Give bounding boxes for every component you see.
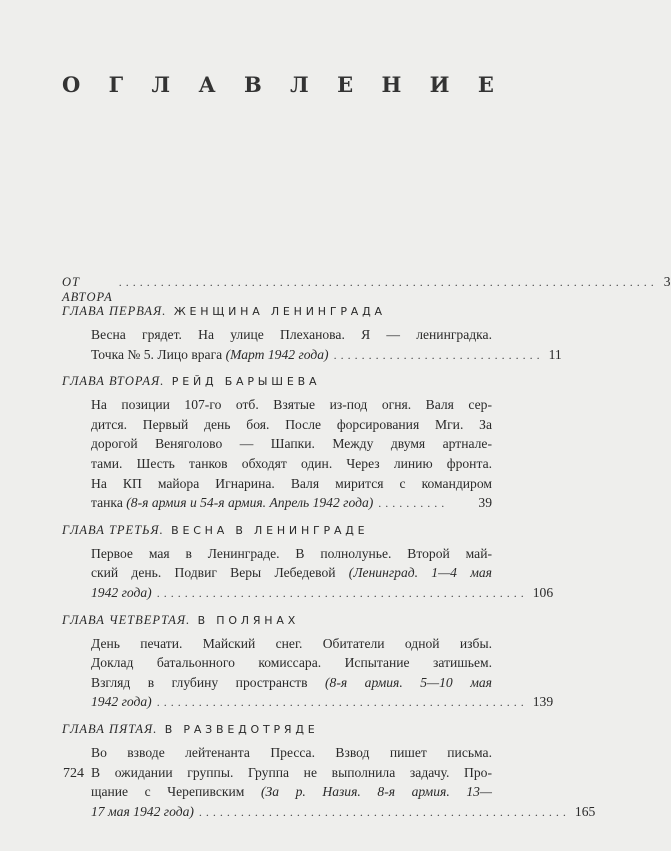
entry-label: ОТ АВТОРА (62, 275, 113, 304)
summary-line: тами. Шесть танков обходят один. Через линию фронта. (91, 455, 492, 471)
summary-line: Весна грядет. На улице Плеханова. Я — ленинградка. (91, 327, 492, 342)
chapter-heading (62, 522, 492, 544)
chapter-title: ВЕСНА В ЛЕНИНГРАДЕ (171, 523, 369, 537)
summary-last-line (91, 802, 596, 822)
summary-text: ский день. Подвиг Веры Лебедевой (91, 565, 336, 581)
chapter-title: В ПОЛЯНАХ (197, 613, 300, 627)
title-letter: Н (381, 72, 402, 97)
chapter-title: ЖЕНЩИНА ЛЕНИНГРАДА (173, 305, 386, 318)
summary-line: Во взводе лейтенанта Пресса. Взвод пишет письма. (91, 744, 492, 760)
summary-text: Взгляд в глубину пространств (91, 674, 308, 690)
summary-line: дорогой Веняголово — Шапки. Между двумя артнале- (91, 436, 492, 452)
chapter-page-number: 165 (574, 803, 596, 819)
toc-entry-author[interactable] (62, 274, 671, 304)
summary-line: дится. Первый день боя. После форсирования Мги. За (91, 416, 492, 432)
title-letter: А (198, 72, 216, 97)
leader-dots: .......... (378, 496, 449, 511)
summary-line (91, 673, 492, 693)
title-letter: Л (151, 72, 171, 97)
leader-dots: ............................................................................. (118, 275, 658, 289)
summary-date: 1942 года) (91, 694, 152, 710)
chapter-title: В РАЗВЕДОТРЯДЕ (164, 722, 319, 736)
toc-chapter[interactable] (62, 373, 492, 513)
summary-line (91, 563, 492, 583)
summary-text: щание с Черепивским (91, 784, 245, 800)
chapter-page-number: 39 (478, 495, 492, 511)
summary-text: танка (91, 495, 123, 511)
toc-chapter[interactable] (62, 721, 596, 821)
chapter-label: ГЛАВА ПЯТАЯ. (62, 721, 158, 736)
summary-last-line (91, 345, 562, 365)
title-letter: Л (290, 72, 309, 97)
leader-dots: ..................................................... (156, 585, 528, 600)
summary-date: (Ленинград. 1—4 мая (348, 565, 492, 581)
chapter-title: РЕЙД БАРЫШЕВА (171, 375, 321, 389)
summary-text: Точка № 5. Лицо врага (91, 346, 223, 362)
page-title (62, 72, 494, 97)
page-number: 724 (63, 766, 84, 781)
chapter-heading (62, 373, 492, 395)
chapter-summary (91, 743, 596, 821)
summary-line: На КП майора Игнарина. Валя мирится с командиром (91, 475, 492, 491)
toc-chapter[interactable] (62, 303, 562, 364)
summary-line: На позиции 107-го отб. Взятые из-под огня. Валя сер- (91, 397, 492, 413)
summary-date: 1942 года) (91, 584, 152, 600)
title-letter: О (62, 72, 81, 97)
summary-date: (За р. Назия. 8-я армия. 13— (260, 784, 492, 800)
chapter-summary (91, 325, 562, 364)
chapter-heading (62, 721, 492, 743)
chapter-label: ГЛАВА ТРЕТЬЯ. (62, 522, 164, 537)
title-letter: И (429, 72, 450, 97)
title-letter: Г (108, 72, 124, 97)
summary-line (91, 782, 492, 802)
chapter-heading (62, 303, 492, 325)
summary-line: День печати. Майский снег. Обитатели одной избы. (91, 635, 492, 651)
summary-date: (8-я армия. 5—10 мая (325, 674, 492, 690)
chapter-page-number: 11 (548, 346, 562, 362)
summary-date: 17 мая 1942 года) (91, 803, 194, 819)
chapter-label: ГЛАВА ВТОРАЯ. (62, 374, 165, 389)
chapter-summary (91, 395, 492, 513)
chapter-label: ГЛАВА ЧЕТВЕРТАЯ. (62, 612, 191, 627)
summary-line: В ожидании группы. Группа не выполнила задачу. Про- (91, 764, 492, 780)
chapter-page-number: 106 (532, 584, 554, 600)
leader-dots: ..................................................... (198, 804, 570, 819)
summary-line: Доклад батальонного комиссара. Испытание затишьем. (91, 655, 492, 671)
entry-page-number: 3 (663, 274, 671, 289)
leader-dots: ..................................................... (156, 695, 528, 710)
chapter-page-number: 139 (532, 694, 554, 710)
summary-last-line (91, 692, 554, 712)
leader-dots: .............................. (333, 347, 544, 362)
title-letter: Е (477, 72, 494, 97)
summary-line: Первое мая в Ленинграде. В полнолунье. Второй май- (91, 545, 492, 561)
summary-last-line (91, 583, 554, 603)
chapter-heading (62, 612, 492, 634)
toc-chapter[interactable] (62, 522, 554, 603)
title-letter: Е (337, 72, 354, 97)
summary-last-line (91, 493, 492, 513)
chapter-label: ГЛАВА ПЕРВАЯ. (62, 304, 167, 318)
summary-date: (Март 1942 года) (225, 346, 329, 362)
table-of-contents (62, 274, 671, 821)
summary-date: (8-я армия и 54-я армия. Апрель 1942 года) (126, 495, 374, 511)
chapter-summary (91, 544, 554, 603)
title-letter: В (243, 72, 262, 97)
toc-chapter[interactable] (62, 612, 554, 712)
chapter-summary (91, 634, 554, 712)
